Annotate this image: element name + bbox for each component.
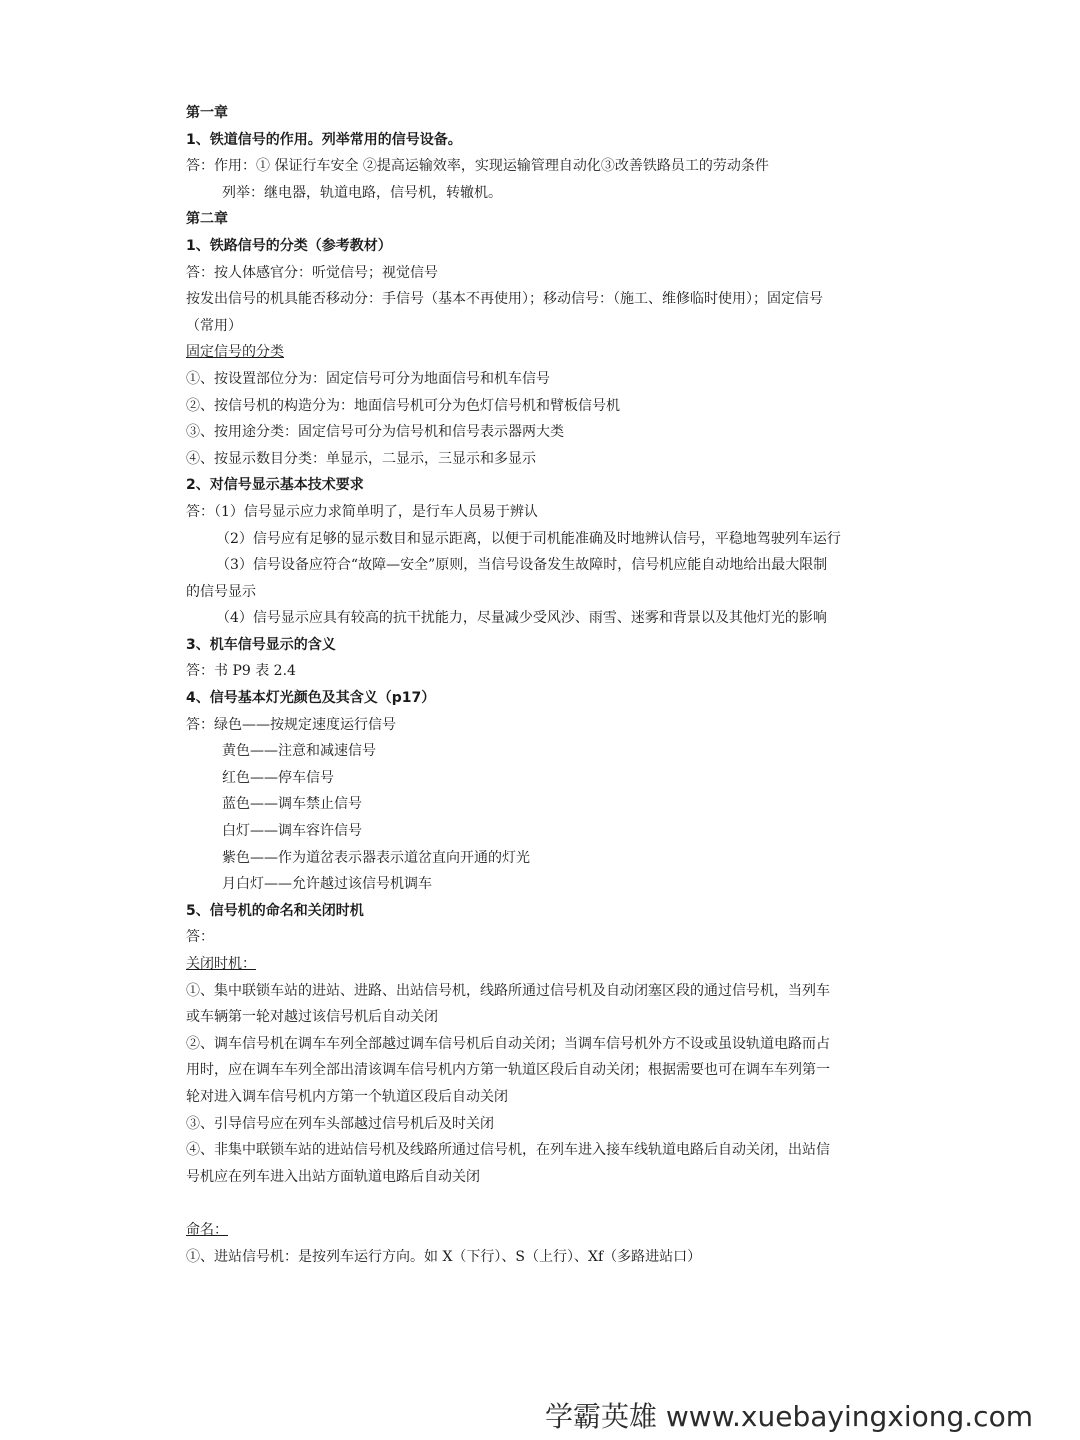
text-line: ④、按显示数目分类：单显示，二显示，三显示和多显示 — [186, 450, 536, 467]
subheading-underlined: 固定信号的分类 — [186, 344, 284, 361]
text-line: ③、按用途分类：固定信号可分为信号机和信号表示器两大类 — [186, 424, 564, 441]
text-line: 答：作用：① 保证行车安全 ②提高运输效率，实现运输管理自动化③改善铁路员工的劳动条件 — [186, 158, 769, 175]
text-line-indented: 蓝色——调车禁止信号 — [222, 796, 362, 813]
text-line-indented: 红色——停车信号 — [222, 769, 334, 786]
text-line-indented: 列举：继电器，轨道电路，信号机，转辙机。 — [222, 184, 502, 201]
section-heading: 第二章 — [186, 211, 228, 228]
section-heading: 第一章 — [186, 105, 228, 121]
text-line-indented: （4）信号显示应具有较高的抗干扰能力，尽量减少受风沙、雨雪、迷雾和背景以及其他灯光的影响 — [216, 610, 827, 627]
subheading-underlined: 命名： — [186, 1221, 228, 1238]
text-line: ②、按信号机的构造分为：地面信号机可分为色灯信号机和臂板信号机 — [186, 397, 620, 414]
section-heading: 1、铁路信号的分类（参考教材） — [186, 237, 392, 254]
text-line: ①、集中联锁车站的进站、进路、出站信号机，线路所通过信号机及自动闭塞区段的通过信号机，当列车 — [186, 982, 830, 999]
text-line-indented: 月白灯——允许越过该信号机调车 — [222, 876, 432, 893]
subheading-underlined: 关闭时机： — [186, 956, 256, 972]
text-line-indented: （2）信号应有足够的显示数目和显示距离，以便于司机能准确及时地辨认信号，平稳地驾驶列车运行 — [216, 530, 841, 547]
text-line: ③、引导信号应在列车头部越过信号机后及时关闭 — [186, 1115, 494, 1132]
text-line: 轮对进入调车信号机内方第一个轨道区段后自动关闭 — [186, 1088, 508, 1105]
section-heading: 1、铁道信号的作用。列举常用的信号设备。 — [186, 131, 462, 148]
text-line: ④、非集中联锁车站的进站信号机及线路所通过信号机，在列车进入接车线轨道电路后自动关闭，出站信 — [186, 1142, 830, 1159]
document-body — [186, 100, 898, 1270]
section-heading: 4、信号基本灯光颜色及其含义（p17） — [186, 690, 436, 707]
text-line: 或车辆第一轮对越过该信号机后自动关闭 — [186, 1009, 438, 1026]
text-line-indented: 紫色——作为道岔表示器表示道岔直向开通的灯光 — [222, 849, 530, 866]
text-line: 答： — [186, 929, 214, 946]
text-line: 用时，应在调车车列全部出清该调车信号机内方第一轨道区段后自动关闭；根据需要也可在调车车列第一 — [186, 1062, 830, 1079]
text-line-indented: 白灯——调车容许信号 — [222, 823, 362, 840]
text-line: 答：书 P9 表 2.4 — [186, 663, 296, 680]
section-heading: 3、机车信号显示的含义 — [186, 636, 336, 653]
text-line: ①、进站信号机：是按列车运行方向。如 X（下行）、S（上行）、Xf（多路进站口） — [186, 1248, 702, 1265]
blank-line — [186, 1190, 898, 1217]
text-line: ①、按设置部位分为：固定信号可分为地面信号和机车信号 — [186, 370, 550, 387]
text-line: 按发出信号的机具能否移动分：手信号（基本不再使用）；移动信号：（施工、维修临时使用）；固定信号 — [186, 291, 823, 308]
section-heading: 2、对信号显示基本技术要求 — [186, 477, 364, 494]
text-line: 答：（1）信号显示应力求简单明了，是行车人员易于辨认 — [186, 503, 538, 520]
text-line: ②、调车信号机在调车车列全部越过调车信号机后自动关闭；当调车信号机外方不设或虽设轨道电路而占 — [186, 1035, 830, 1052]
text-line: 的信号显示 — [186, 583, 256, 600]
section-heading: 5、信号机的命名和关闭时机 — [186, 902, 364, 919]
text-line: （常用） — [186, 317, 242, 334]
text-line-indented: 黄色——注意和减速信号 — [222, 743, 376, 760]
site-watermark: 学霸英雄 www.xuebayingxiong.com — [545, 1400, 1033, 1433]
text-line: 号机应在列车进入出站方面轨道电路后自动关闭 — [186, 1168, 480, 1185]
text-line: 答：按人体感官分：听觉信号；视觉信号 — [186, 264, 438, 281]
text-line-indented: （3）信号设备应符合“故障—安全”原则，当信号设备发生故障时，信号机应能自动地给出最大限制 — [216, 557, 828, 574]
text-line: 答：绿色——按规定速度运行信号 — [186, 716, 396, 733]
